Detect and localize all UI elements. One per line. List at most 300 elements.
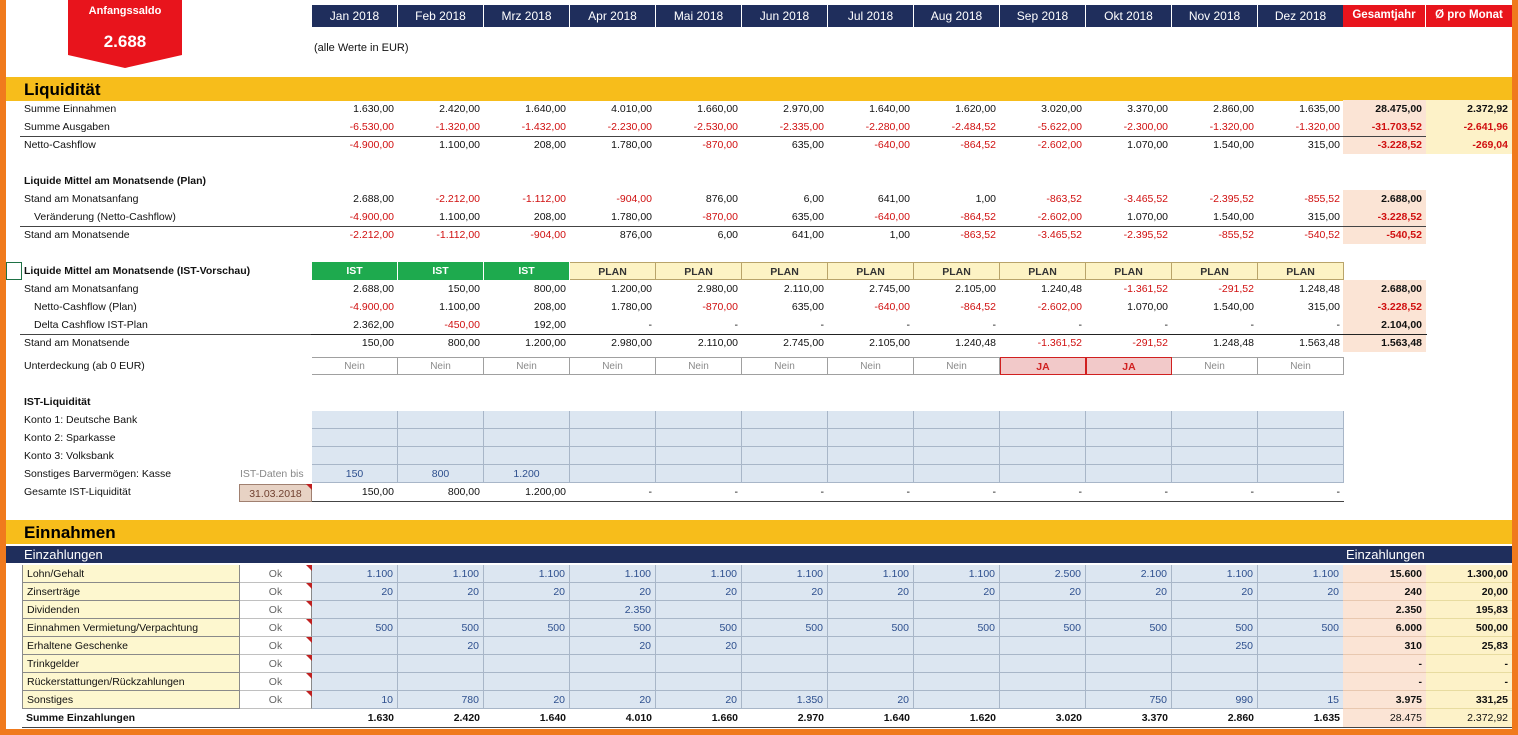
- month-header-11: Dez 2018: [1258, 5, 1344, 27]
- plan-cell: 1,00: [889, 229, 910, 241]
- row-divider: [22, 727, 1512, 728]
- gesamt-ist-cell: -: [1078, 486, 1082, 498]
- konto-input-cell[interactable]: [1258, 429, 1344, 447]
- ist_vorschau-cell: 150,00: [447, 283, 480, 295]
- einzahlung-input-cell[interactable]: [1086, 601, 1172, 619]
- summe-einzahlungen-cell: 3.020: [1055, 712, 1082, 724]
- ist_vorschau-cell: 1.070,00: [1127, 301, 1168, 313]
- ist_vorschau-row-label: Netto-Cashflow (Plan): [34, 301, 137, 313]
- ist_vorschau-cell: 208,00: [533, 301, 566, 313]
- unterdeckung-nein: Nein: [570, 357, 656, 375]
- einzahlung-input-cell[interactable]: 990: [1172, 691, 1258, 709]
- einzahlung-input-cell[interactable]: [1258, 601, 1344, 619]
- einzahlung-input-cell[interactable]: [570, 655, 656, 673]
- einzahlung-avg: 500,00: [1426, 619, 1512, 637]
- ist_vorschau-cell: 1.240,48: [955, 337, 996, 349]
- unterdeckung-ja: JA: [1000, 357, 1086, 375]
- einzahlung-total: 310: [1343, 637, 1426, 655]
- einzahlung-input-cell[interactable]: [656, 673, 742, 691]
- liquiditaet-cell: -864,52: [960, 139, 996, 151]
- einzahlung-input-cell[interactable]: [484, 673, 570, 691]
- einzahlung-input-cell[interactable]: 500: [312, 619, 398, 637]
- liquiditaet-cell: -2.230,00: [607, 121, 652, 133]
- summe-einzahlungen-cell: 1.640: [539, 712, 566, 724]
- ist_vorschau-cell: -640,00: [874, 301, 910, 313]
- plan-cell: 1.540,00: [1213, 211, 1254, 223]
- konto-input-cell[interactable]: [1086, 447, 1172, 465]
- einzahlung-avg: 20,00: [1426, 583, 1512, 601]
- plan-cell: 1.780,00: [611, 211, 652, 223]
- einzahlung-input-cell[interactable]: 1.100: [398, 565, 484, 583]
- konto-input-cell[interactable]: [312, 447, 398, 465]
- einzahlung-total: -: [1343, 655, 1426, 673]
- summe-einzahlungen-label: Summe Einzahlungen: [26, 712, 136, 724]
- konto-input-cell[interactable]: [914, 447, 1000, 465]
- konto-input-cell[interactable]: [1086, 465, 1172, 483]
- plan-cell: -904,00: [616, 193, 652, 205]
- einzahlung-input-cell[interactable]: 500: [656, 619, 742, 637]
- konto-input-cell[interactable]: [1086, 429, 1172, 447]
- einzahlung-input-cell[interactable]: [656, 601, 742, 619]
- konto-input-cell[interactable]: [828, 465, 914, 483]
- ist_vorschau-cell: 315,00: [1307, 301, 1340, 313]
- einzahlung-input-cell[interactable]: 750: [1086, 691, 1172, 709]
- status-ist: IST: [484, 262, 570, 280]
- einzahlung-input-cell[interactable]: 20: [742, 583, 828, 601]
- einzahlung-input-cell[interactable]: [398, 601, 484, 619]
- ist_vorschau-total: 2.104,00: [1343, 316, 1426, 334]
- einzahlung-input-cell[interactable]: 500: [398, 619, 484, 637]
- einzahlungen-sub-label-right: Einzahlungen: [1346, 547, 1425, 562]
- einzahlung-input-cell[interactable]: 10: [312, 691, 398, 709]
- einzahlung-input-cell[interactable]: [1000, 601, 1086, 619]
- einzahlung-avg: 1.300,00: [1426, 565, 1512, 583]
- konto-input-cell[interactable]: [1172, 447, 1258, 465]
- einzahlung-input-cell[interactable]: 20: [484, 691, 570, 709]
- einzahlung-input-cell[interactable]: 1.100: [484, 565, 570, 583]
- einzahlung-input-cell[interactable]: [1172, 655, 1258, 673]
- einzahlung-input-cell[interactable]: 20: [1000, 583, 1086, 601]
- einzahlung-input-cell[interactable]: 1.100: [742, 565, 828, 583]
- unterdeckung-nein: Nein: [484, 357, 570, 375]
- liquiditaet-cell: -2.530,00: [693, 121, 738, 133]
- unterdeckung-nein: Nein: [656, 357, 742, 375]
- liquiditaet-cell: -1.320,00: [435, 121, 480, 133]
- konto-input-cell[interactable]: [312, 429, 398, 447]
- einzahlung-input-cell[interactable]: 15: [1258, 691, 1344, 709]
- month-header-6: Jul 2018: [828, 5, 914, 27]
- einzahlung-input-cell[interactable]: [484, 601, 570, 619]
- konto-input-cell[interactable]: [1000, 465, 1086, 483]
- einzahlung-input-cell[interactable]: [742, 601, 828, 619]
- plan-cell: -1.112,00: [522, 193, 566, 205]
- liquiditaet-cell: 208,00: [533, 139, 566, 151]
- einzahlung-input-cell[interactable]: 20: [1172, 583, 1258, 601]
- status-plan: PLAN: [1258, 262, 1344, 280]
- ist_vorschau-cell: 2.105,00: [955, 283, 996, 295]
- einzahlung-input-cell[interactable]: [1086, 673, 1172, 691]
- ist_vorschau-cell: 2.980,00: [611, 337, 652, 349]
- month-header-7: Aug 2018: [914, 5, 1000, 27]
- liquiditaet-cell: 1.660,00: [697, 103, 738, 115]
- konto-input-cell[interactable]: [656, 447, 742, 465]
- liquiditaet-cell: 1.640,00: [869, 103, 910, 115]
- einzahlung-input-cell[interactable]: 500: [742, 619, 828, 637]
- summe-einzahlungen-cell: 1.620: [969, 712, 996, 724]
- einzahlung-input-cell[interactable]: [312, 601, 398, 619]
- konto-label: Konto 3: Volksbank: [24, 450, 114, 462]
- einzahlung-input-cell[interactable]: 20: [398, 583, 484, 601]
- einzahlung-input-cell[interactable]: 20: [570, 637, 656, 655]
- plan-cell: -540,52: [1304, 229, 1340, 241]
- plan-title: Liquide Mittel am Monatsende (Plan): [24, 175, 207, 187]
- liquiditaet-row-label: Summe Ausgaben: [24, 121, 110, 133]
- ist_vorschau-cell: 800,00: [447, 337, 480, 349]
- konto-input-cell[interactable]: [742, 411, 828, 429]
- konto-input-cell[interactable]: [398, 411, 484, 429]
- plan-cell: -863,52: [960, 229, 996, 241]
- liquiditaet-cell: 3.370,00: [1127, 103, 1168, 115]
- anfangssaldo-value: 2.688: [103, 32, 147, 51]
- liquiditaet-cell: -6.530,00: [349, 121, 394, 133]
- einzahlung-avg: 195,83: [1426, 601, 1512, 619]
- einzahlung-input-cell[interactable]: [914, 637, 1000, 655]
- einzahlung-input-cell[interactable]: 500: [828, 619, 914, 637]
- plan-row-label: Veränderung (Netto-Cashflow): [34, 211, 176, 223]
- einzahlung-input-cell[interactable]: [1086, 637, 1172, 655]
- einzahlung-input-cell[interactable]: [828, 637, 914, 655]
- status-plan: PLAN: [1000, 262, 1086, 280]
- konto-input-cell[interactable]: [398, 447, 484, 465]
- einzahlung-input-cell[interactable]: [742, 673, 828, 691]
- status-plan: PLAN: [742, 262, 828, 280]
- konto-input-cell[interactable]: [570, 429, 656, 447]
- einzahlung-input-cell[interactable]: [828, 673, 914, 691]
- konto-input-cell[interactable]: [656, 429, 742, 447]
- gesamt-ist-cell: 150,00: [361, 486, 394, 498]
- einzahlung-input-cell[interactable]: 500: [1086, 619, 1172, 637]
- einzahlung-input-cell[interactable]: [312, 655, 398, 673]
- ist_vorschau-cell: -: [1250, 319, 1254, 331]
- liquiditaet-avg: 2.372,92: [1426, 100, 1512, 118]
- einzahlung-input-cell[interactable]: [1000, 691, 1086, 709]
- einzahlung-input-cell[interactable]: [484, 637, 570, 655]
- einzahlung-input-cell[interactable]: [914, 691, 1000, 709]
- einzahlung-input-cell[interactable]: [1172, 601, 1258, 619]
- einzahlung-input-cell[interactable]: 20: [1258, 583, 1344, 601]
- ist_vorschau-cell: 2.980,00: [697, 283, 738, 295]
- einzahlung-input-cell[interactable]: [656, 655, 742, 673]
- liquiditaet-cell: 2.860,00: [1213, 103, 1254, 115]
- einzahlung-input-cell[interactable]: 20: [570, 691, 656, 709]
- einzahlung-input-cell[interactable]: 500: [1258, 619, 1344, 637]
- einzahlung-input-cell[interactable]: 20: [484, 583, 570, 601]
- liquiditaet-cell: 1.635,00: [1299, 103, 1340, 115]
- einzahlung-input-cell[interactable]: 1.100: [828, 565, 914, 583]
- ist_vorschau-cell: -291,52: [1132, 337, 1168, 349]
- plan-cell: -863,52: [1046, 193, 1082, 205]
- einzahlung-input-cell[interactable]: 20: [656, 691, 742, 709]
- ist_vorschau-cell: 1.540,00: [1213, 301, 1254, 313]
- einzahlung-input-cell[interactable]: 250: [1172, 637, 1258, 655]
- ok-status: Ok: [240, 583, 312, 601]
- konto-input-cell[interactable]: [1000, 447, 1086, 465]
- einzahlung-input-cell[interactable]: [484, 655, 570, 673]
- konto-input-cell[interactable]: [914, 465, 1000, 483]
- ist_vorschau-cell: 2.688,00: [353, 283, 394, 295]
- status-ist: IST: [398, 262, 484, 280]
- liquiditaet-avg: -2.641,96: [1426, 118, 1512, 136]
- konto-input-cell[interactable]: [914, 429, 1000, 447]
- plan-cell: -2.602,00: [1037, 211, 1082, 223]
- plan-cell: -2.395,52: [1209, 193, 1254, 205]
- konto-input-cell[interactable]: [570, 447, 656, 465]
- konto-input-cell[interactable]: [484, 429, 570, 447]
- ist_vorschau-cell: -450,00: [444, 319, 480, 331]
- einzahlung-input-cell[interactable]: 20: [656, 583, 742, 601]
- plan-cell: 1,00: [975, 193, 996, 205]
- einzahlung-input-cell[interactable]: 1.100: [914, 565, 1000, 583]
- ist_vorschau-cell: -: [820, 319, 824, 331]
- einzahlung-label: Zinserträge: [22, 583, 240, 601]
- einzahlung-avg: -: [1426, 655, 1512, 673]
- konto-input-cell[interactable]: 1.200: [484, 465, 570, 483]
- einzahlung-input-cell[interactable]: [914, 655, 1000, 673]
- konto-input-cell[interactable]: [1172, 429, 1258, 447]
- unterdeckung-nein: Nein: [1172, 357, 1258, 375]
- konto-input-cell[interactable]: [484, 447, 570, 465]
- ok-status: Ok: [240, 565, 312, 583]
- ist_vorschau-cell: 2.745,00: [783, 337, 824, 349]
- liquiditaet-cell: 1.630,00: [353, 103, 394, 115]
- einzahlung-input-cell[interactable]: [914, 601, 1000, 619]
- einzahlung-input-cell[interactable]: 1.100: [1258, 565, 1344, 583]
- konto-input-cell[interactable]: [570, 411, 656, 429]
- einzahlung-input-cell[interactable]: 20: [398, 637, 484, 655]
- ist_vorschau-cell: 1.780,00: [611, 301, 652, 313]
- plan-row-label: Stand am Monatsanfang: [24, 193, 139, 205]
- ist_vorschau-total: 2.688,00: [1343, 280, 1426, 298]
- konto-input-cell[interactable]: [828, 447, 914, 465]
- unterdeckung-label: Unterdeckung (ab 0 EUR): [24, 360, 145, 372]
- month-header-0: Jan 2018: [312, 5, 398, 27]
- gesamt-ist-cell: 1.200,00: [525, 486, 566, 498]
- einzahlung-input-cell[interactable]: 20: [828, 691, 914, 709]
- status-plan: PLAN: [570, 262, 656, 280]
- liquiditaet-cell: -4.900,00: [349, 139, 394, 151]
- konto-input-cell[interactable]: [828, 411, 914, 429]
- einzahlung-input-cell[interactable]: [312, 637, 398, 655]
- gesamt-ist-cell: 800,00: [447, 486, 480, 498]
- einzahlung-input-cell[interactable]: [1172, 673, 1258, 691]
- konto-input-cell[interactable]: [398, 429, 484, 447]
- ist_vorschau-row-label: Stand am Monatsanfang: [24, 283, 139, 295]
- konto-input-cell[interactable]: [1172, 465, 1258, 483]
- einzahlung-input-cell[interactable]: 1.100: [312, 565, 398, 583]
- einzahlung-input-cell[interactable]: [914, 673, 1000, 691]
- gesamt-ist-cell: -: [1336, 486, 1340, 498]
- konto-input-cell[interactable]: 800: [398, 465, 484, 483]
- ok-status: Ok: [240, 637, 312, 655]
- einzahlung-input-cell[interactable]: 1.350: [742, 691, 828, 709]
- plan-cell: -870,00: [702, 211, 738, 223]
- konto-input-cell[interactable]: [742, 429, 828, 447]
- konto-input-cell[interactable]: [656, 411, 742, 429]
- einzahlung-input-cell[interactable]: 500: [1000, 619, 1086, 637]
- einzahlung-input-cell[interactable]: [828, 655, 914, 673]
- einzahlung-input-cell[interactable]: [1086, 655, 1172, 673]
- liquiditaet-cell: 2.970,00: [783, 103, 824, 115]
- ist_vorschau-cell: 1.100,00: [439, 301, 480, 313]
- plan-cell: 635,00: [791, 211, 824, 223]
- ist_vorschau-cell: -1.361,52: [1037, 337, 1082, 349]
- konto-input-cell[interactable]: [828, 429, 914, 447]
- einzahlung-total: 6.000: [1343, 619, 1426, 637]
- unterdeckung-nein: Nein: [312, 357, 398, 375]
- plan-cell: -855,52: [1218, 229, 1254, 241]
- status-plan: PLAN: [828, 262, 914, 280]
- liquiditaet-row-label: Netto-Cashflow: [24, 139, 96, 151]
- einzahlung-input-cell[interactable]: [1000, 637, 1086, 655]
- einzahlung-input-cell[interactable]: [398, 655, 484, 673]
- liquiditaet-row-label: Summe Einnahmen: [24, 103, 117, 115]
- status-plan: PLAN: [914, 262, 1000, 280]
- konto-input-cell[interactable]: [484, 411, 570, 429]
- einzahlung-input-cell[interactable]: 500: [1172, 619, 1258, 637]
- plan-cell: 641,00: [877, 193, 910, 205]
- ist_vorschau-row-label: Stand am Monatsende: [24, 337, 130, 349]
- ist_vorschau-cell: 192,00: [533, 319, 566, 331]
- konto-input-cell[interactable]: [312, 411, 398, 429]
- einzahlung-input-cell[interactable]: [1258, 655, 1344, 673]
- einzahlung-input-cell[interactable]: 20: [312, 583, 398, 601]
- ist_vorschau-cell: -864,52: [960, 301, 996, 313]
- einzahlung-input-cell[interactable]: 1.100: [570, 565, 656, 583]
- einzahlung-input-cell[interactable]: [398, 673, 484, 691]
- konto-input-cell[interactable]: [1258, 411, 1344, 429]
- einzahlung-input-cell[interactable]: 500: [570, 619, 656, 637]
- plan-cell: -4.900,00: [349, 211, 394, 223]
- month-header-8: Sep 2018: [1000, 5, 1086, 27]
- einzahlung-input-cell[interactable]: [570, 673, 656, 691]
- gesamt-ist-cell: -: [1164, 486, 1168, 498]
- einzahlung-input-cell[interactable]: 20: [914, 583, 1000, 601]
- ist_vorschau-row-label: Delta Cashflow IST-Plan: [34, 319, 148, 331]
- einzahlung-input-cell[interactable]: [1000, 673, 1086, 691]
- konto-input-cell[interactable]: [742, 447, 828, 465]
- einzahlung-input-cell[interactable]: 500: [484, 619, 570, 637]
- einzahlung-label: Einnahmen Vermietung/Verpachtung: [22, 619, 240, 637]
- konto-input-cell[interactable]: [914, 411, 1000, 429]
- plan-cell: -2.395,52: [1123, 229, 1168, 241]
- ist-vorschau-title: Liquide Mittel am Monatsende (IST-Vorschau): [24, 265, 251, 277]
- einzahlung-input-cell[interactable]: [1258, 673, 1344, 691]
- liquiditaet-cell: -2.335,00: [779, 121, 824, 133]
- einzahlung-input-cell[interactable]: [1000, 655, 1086, 673]
- einzahlung-input-cell[interactable]: 500: [914, 619, 1000, 637]
- month-header-10: Nov 2018: [1172, 5, 1258, 27]
- einzahlung-input-cell[interactable]: 20: [1086, 583, 1172, 601]
- liquiditaet-cell: -2.602,00: [1037, 139, 1082, 151]
- einzahlung-input-cell[interactable]: 2.350: [570, 601, 656, 619]
- einzahlung-input-cell[interactable]: 1.100: [1172, 565, 1258, 583]
- konto-input-cell[interactable]: [570, 465, 656, 483]
- konto-input-cell[interactable]: [1086, 411, 1172, 429]
- plan-cell: 1.100,00: [439, 211, 480, 223]
- ist_vorschau-cell: 1.200,00: [611, 283, 652, 295]
- status-plan: PLAN: [1172, 262, 1258, 280]
- konto-input-cell[interactable]: [656, 465, 742, 483]
- month-header-4: Mai 2018: [656, 5, 742, 27]
- gesamt-ist-label: Gesamte IST-Liquidität: [24, 486, 131, 498]
- ist_vorschau-cell: -: [734, 319, 738, 331]
- einzahlung-input-cell[interactable]: 20: [656, 637, 742, 655]
- ist_vorschau-cell: -: [906, 319, 910, 331]
- konto-input-cell[interactable]: [742, 465, 828, 483]
- konto-input-cell[interactable]: [1172, 411, 1258, 429]
- gesamt-ist-cell: -: [820, 486, 824, 498]
- konto-input-cell[interactable]: [1258, 465, 1344, 483]
- konto-input-cell[interactable]: 150: [312, 465, 398, 483]
- ok-status: Ok: [240, 691, 312, 709]
- plan-cell: 315,00: [1307, 211, 1340, 223]
- einzahlung-input-cell[interactable]: [828, 601, 914, 619]
- einzahlung-input-cell[interactable]: 2.100: [1086, 565, 1172, 583]
- einzahlung-label: Erhaltene Geschenke: [22, 637, 240, 655]
- ist-daten-bis-field[interactable]: 31.03.2018: [239, 484, 312, 502]
- konto-input-cell[interactable]: [1258, 447, 1344, 465]
- konto-input-cell[interactable]: [1000, 429, 1086, 447]
- summe-einzahlungen-cell: 2.420: [453, 712, 480, 724]
- plan-row-label: Stand am Monatsende: [24, 229, 130, 241]
- ist_vorschau-cell: 1.248,48: [1299, 283, 1340, 295]
- pro-monat-header: Ø pro Monat: [1426, 5, 1512, 27]
- ist-daten-bis-label: IST-Daten bis: [240, 468, 304, 480]
- gesamtjahr-header: Gesamtjahr: [1343, 5, 1426, 27]
- ok-status: Ok: [240, 619, 312, 637]
- einzahlung-label: Rückerstattungen/Rückzahlungen: [22, 673, 240, 691]
- liquiditaet-avg: -269,04: [1426, 136, 1512, 154]
- summe-einzahlungen-cell: 3.370: [1141, 712, 1168, 724]
- unterdeckung-nein: Nein: [398, 357, 484, 375]
- plan-total: 2.688,00: [1343, 190, 1426, 208]
- plan-cell: -640,00: [874, 211, 910, 223]
- einzahlung-input-cell[interactable]: [312, 673, 398, 691]
- einzahlung-input-cell[interactable]: 20: [828, 583, 914, 601]
- einzahlung-input-cell[interactable]: [742, 637, 828, 655]
- einzahlung-input-cell[interactable]: 780: [398, 691, 484, 709]
- einzahlung-input-cell[interactable]: [742, 655, 828, 673]
- einzahlung-avg: 25,83: [1426, 637, 1512, 655]
- ist_vorschau-total: -3.228,52: [1343, 298, 1426, 316]
- einzahlung-total: 240: [1343, 583, 1426, 601]
- summe-einzahlungen-cell: 2.970: [797, 712, 824, 724]
- month-header-9: Okt 2018: [1086, 5, 1172, 27]
- section-liquiditaet: Liquidität: [6, 77, 1512, 101]
- konto-input-cell[interactable]: [1000, 411, 1086, 429]
- month-header-3: Apr 2018: [570, 5, 656, 27]
- ist_vorschau-cell: -: [992, 319, 996, 331]
- plan-cell: -2.212,00: [349, 229, 394, 241]
- einzahlung-label: Trinkgelder: [22, 655, 240, 673]
- einzahlung-input-cell[interactable]: 1.100: [656, 565, 742, 583]
- einzahlung-input-cell[interactable]: 2.500: [1000, 565, 1086, 583]
- einzahlungen-sub-label: Einzahlungen: [24, 547, 103, 562]
- einzahlung-input-cell[interactable]: [1258, 637, 1344, 655]
- ist_vorschau-cell: 1.200,00: [525, 337, 566, 349]
- row-divider: [20, 136, 1426, 137]
- einzahlung-input-cell[interactable]: 20: [570, 583, 656, 601]
